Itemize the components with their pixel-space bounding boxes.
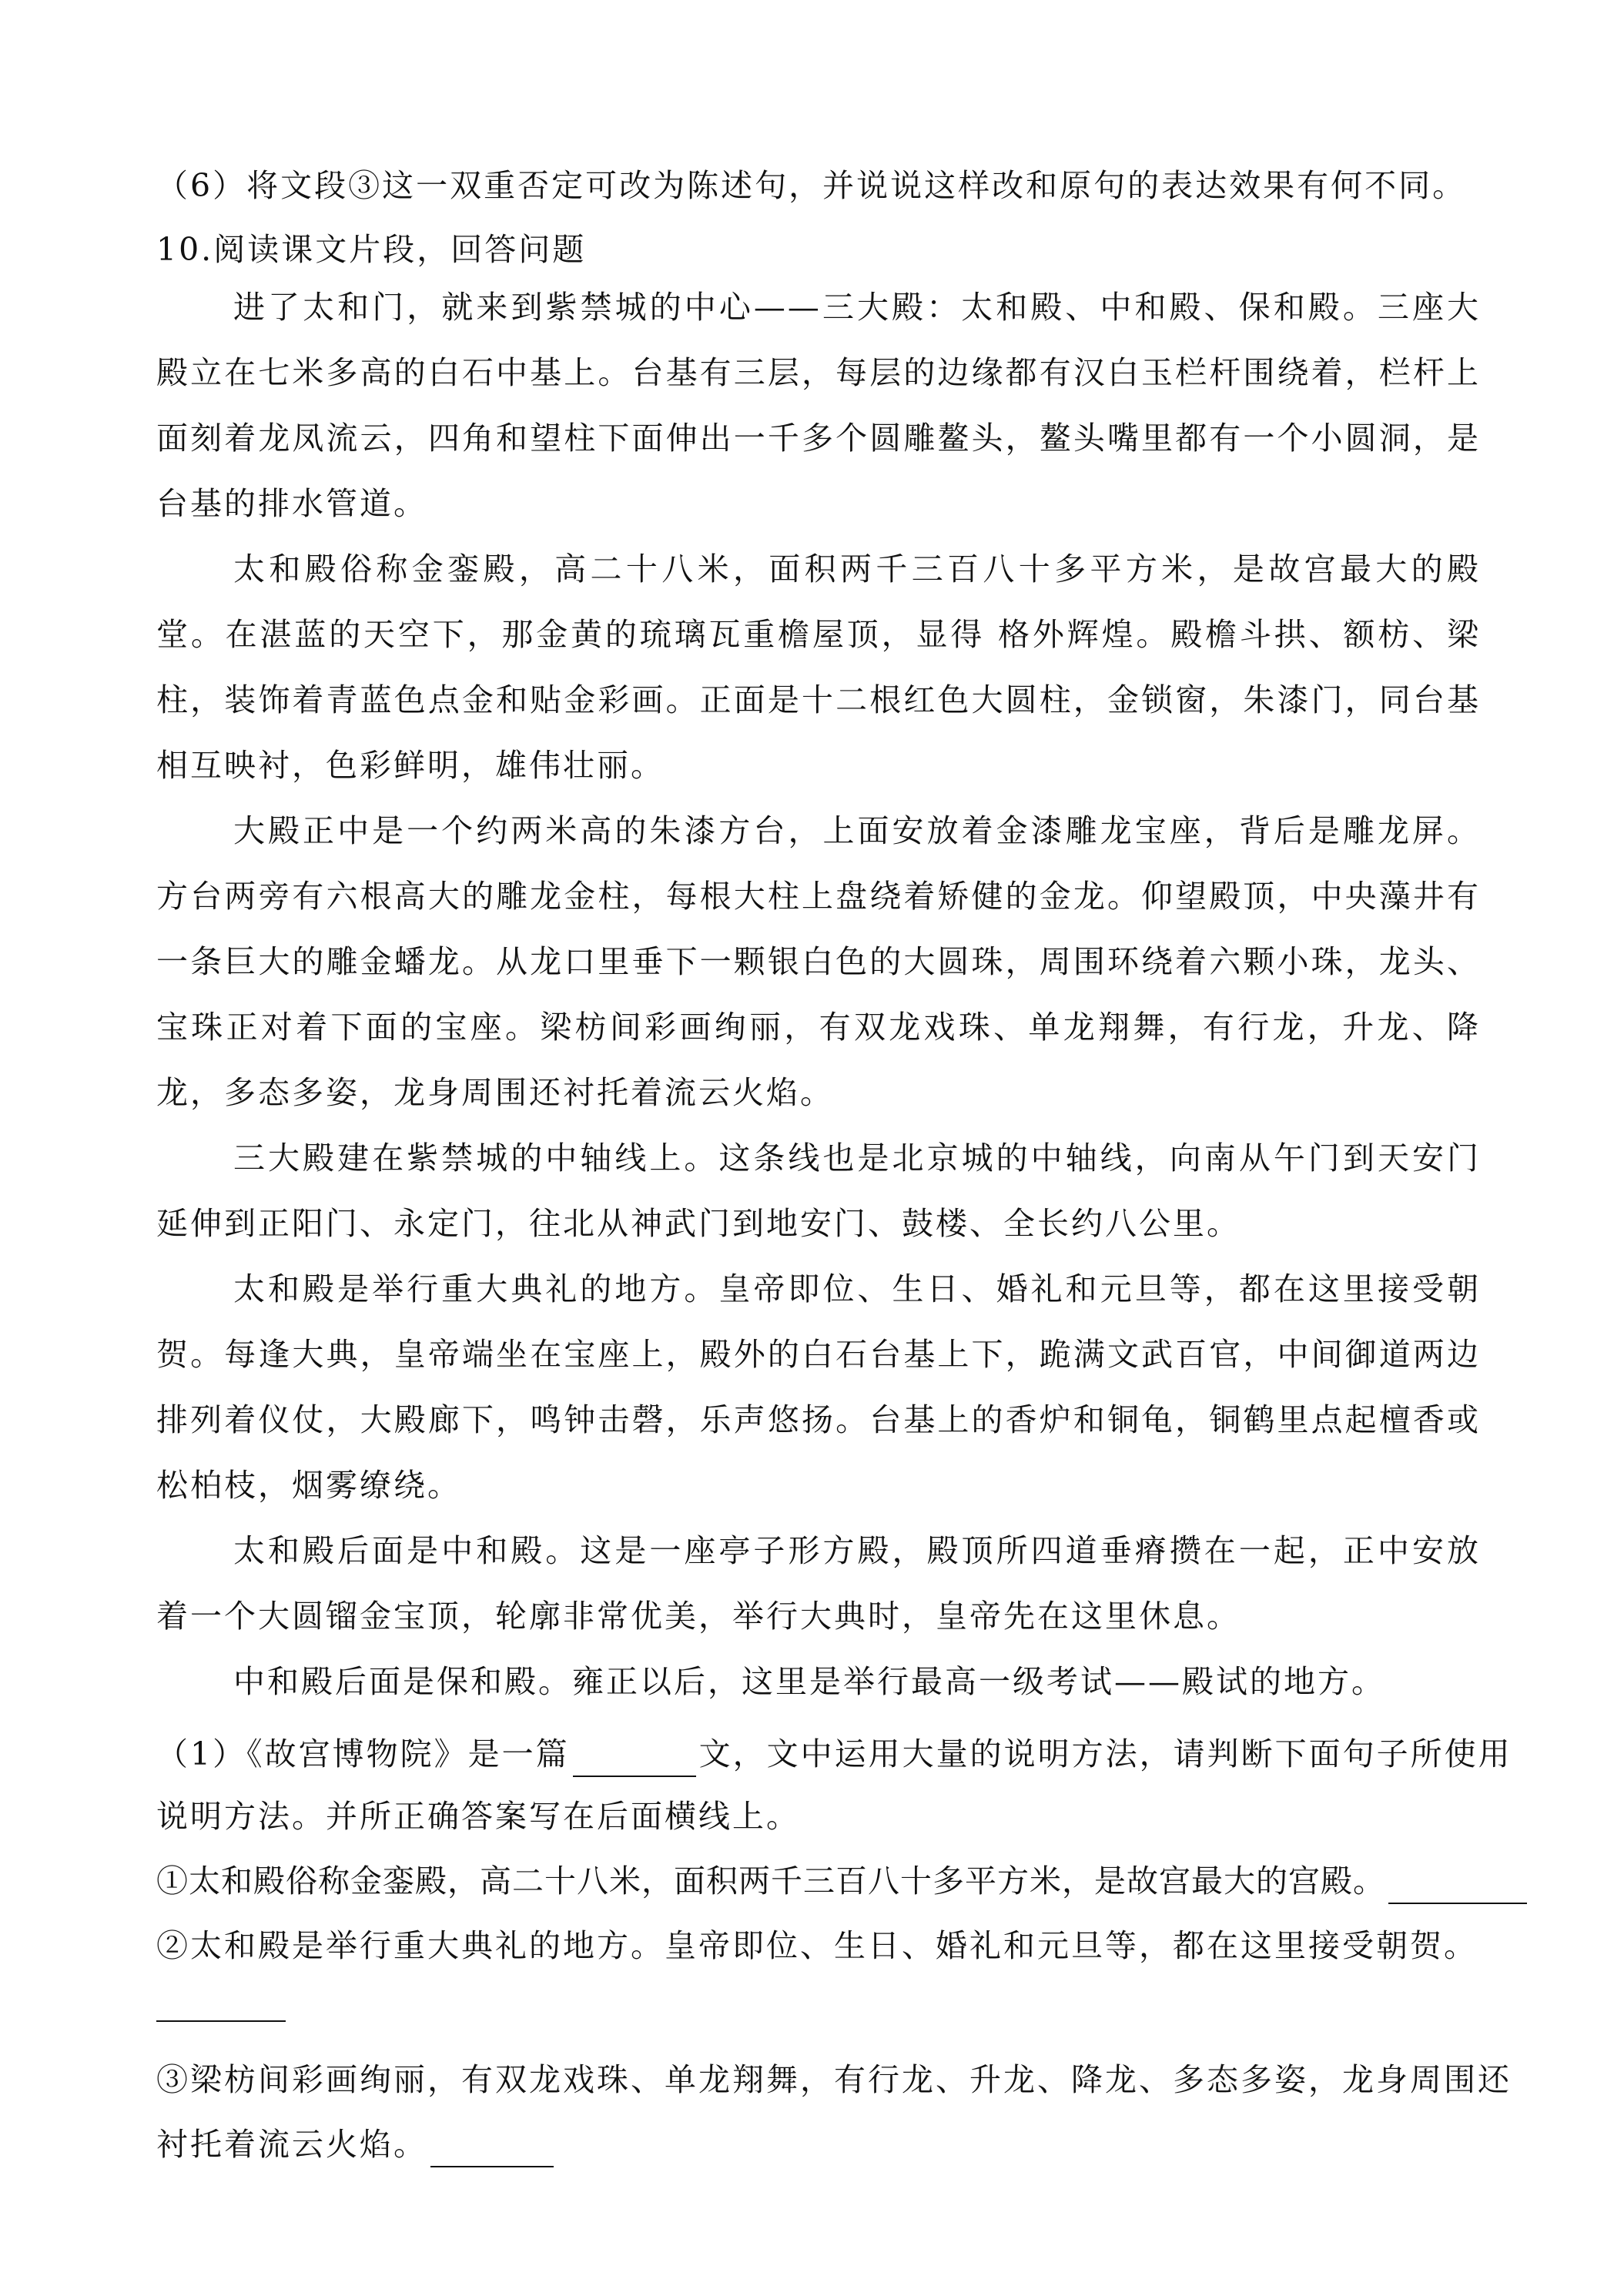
passage-paragraph-7: 中和殿后面是保和殿。雍正以后，这里是举行最高一级考试——殿试的地方。 (233, 1663, 1385, 1700)
passage-paragraph-6: 太和殿后面是中和殿。这是一座亭子形方殿，殿顶所四道垂瘠攒在一起，正中安放着一个大圆镏金宝顶，轮廓非常优美，举行大典时，皇帝先在这里休息。 (156, 1532, 1481, 1635)
answer-blank-item-2[interactable] (156, 2020, 286, 2022)
question-1-line-2: 说明方法。并所正确答案写在后面横线上。 (156, 1798, 800, 1835)
question-1-item-3-line-2 (156, 2121, 1465, 2167)
answer-blank-item-3[interactable] (430, 2135, 554, 2167)
answer-blank-text-type[interactable] (573, 1745, 696, 1777)
passage-paragraph-1: 进了太和门，就来到紫禁城的中心——三大殿：太和殿、中和殿、保和殿。三座大殿立在七米多高的白石中基上。台基有三层，每层的边缘都有汉白玉栏杆围绕着，栏杆上面刻着龙凤流云，四角和望柱下面伸出一千多个圆雕鳌头，鳌头嘴里都有一个小圆洞，是台基的排水管道。 (156, 289, 1481, 522)
item-3-tail-text: 衬托着流云火焰。 (156, 2126, 427, 2163)
question-1-item-2: ②太和殿是举行重大典礼的地方。皇帝即位、生日、婚礼和元旦等，都在这里接受朝贺。 (156, 1927, 1478, 1964)
answer-blank-item-1[interactable] (1388, 1872, 1527, 1904)
item-1-text: ①太和殿俗称金銮殿，高二十八米，面积两千三百八十多平方米，是故宫最大的宫殿。 (156, 1863, 1385, 1899)
passage-paragraph-3: 大殿正中是一个约两米高的朱漆方台，上面安放着金漆雕龙宝座，背后是雕龙屏。方台两旁有六根高大的雕龙金柱，每根大柱上盘绕着矫健的金龙。仰望殿顶，中央藻井有一条巨大的雕金蟠龙。从龙口里垂下一颗银白色的大圆珠，周围环绕着六颗小珠，龙头、宝珠正对着下面的宝座。梁枋间彩画绚丽，有双龙戏珠、单龙翔舞，有行龙，升龙、降龙，多态多姿，龙身周围还衬托着流云火焰。 (156, 812, 1481, 1111)
question-1-line-1 (156, 1731, 1512, 1777)
passage-paragraph-2: 太和殿俗称金銮殿，高二十八米，面积两千三百八十多平方米，是故宫最大的殿堂。在湛蓝的天空下，那金黄的琉璃瓦重檐屋顶，显得 格外辉煌。殿檐斗拱、额枋、梁柱，装饰着青蓝色点金和贴金彩画。正面是十二根红色大圆柱，金锁窗，朱漆门，同台基相互映衬，色彩鲜明，雄伟壮丽。 (156, 551, 1481, 784)
question-1-item-3-line-1: ③梁枋间彩画绚丽，有双龙戏珠、单龙翔舞，有行龙、升龙、降龙、多态多姿，龙身周围还 (156, 2061, 1512, 2098)
passage-paragraph-4: 三大殿建在紫禁城的中轴线上。这条线也是北京城的中轴线，向南从午门到天安门延伸到正阳门、永定门，往北从神武门到地安门、鼓楼、全长约八公里。 (156, 1140, 1481, 1242)
question-1-item-1 (156, 1858, 1465, 1904)
question-10-title: 10.阅读课文片段，回答问题 (156, 231, 587, 268)
passage-paragraph-5: 太和殿是举行重大典礼的地方。皇帝即位、生日、婚礼和元旦等，都在这里接受朝贺。每逢大典，皇帝端坐在宝座上，殿外的白石台基上下，跪满文武百官，中间御道两边排列着仪仗，大殿廊下，鸣钟击磬，乐声悠扬。台基上的香炉和铜龟，铜鹤里点起檀香或松柏枝，烟雾缭绕。 (156, 1270, 1481, 1504)
question-6-text: （6）将文段③这一双重否定可改为陈述句，并说说这样改和原句的表达效果有何不同。 (156, 167, 1467, 204)
question-1-prefix: （1）《故宫博物院》是一篇 (156, 1735, 570, 1772)
question-1-suffix: 文，文中运用大量的说明方法，请判断下面句子所使用 (698, 1735, 1512, 1772)
